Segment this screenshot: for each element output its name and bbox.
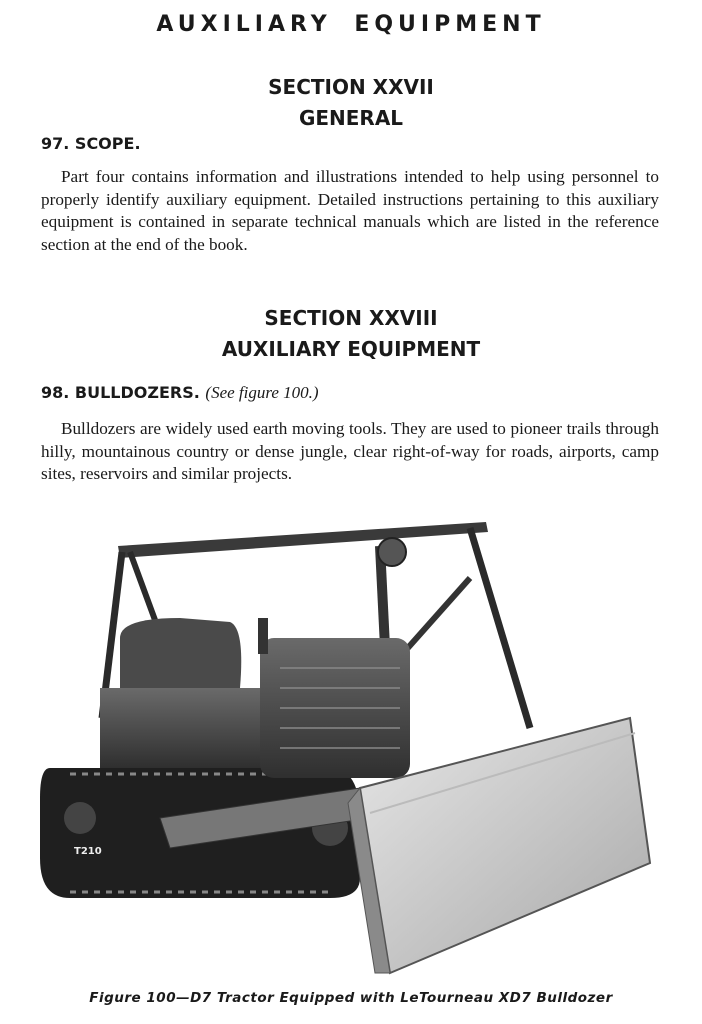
para-98-heading [41, 383, 319, 403]
para-98-title: 98. BULLDOZERS. [41, 383, 200, 402]
running-head: AUXILIARY EQUIPMENT [156, 12, 546, 37]
para-98-text: Bulldozers are widely used earth moving tools. They are used to pioneer trails through hilly, mountainous country or dense jungle, clear right-of-way for roads, airports, camp sites, reservoirs and similar projects. [41, 419, 659, 484]
para-97-text: Part four contains information and illustrations intended to help using personnel to properly identify auxiliary equipment. Detailed instructions pertaining to this auxiliary equipment is contained in separate technical manuals which are listed in the reference section at the end of the book. [41, 167, 659, 254]
negative-number: T210 [74, 846, 102, 857]
figure-reference: (See figure 100.) [205, 383, 319, 402]
section-27-heading [0, 72, 702, 134]
section-27-title: GENERAL [298, 106, 404, 130]
bulldozer-photo [30, 518, 670, 988]
section-28-heading [0, 303, 702, 365]
para-97-heading: 97. SCOPE. [41, 134, 141, 153]
section-28-number: SECTION XXVIII [264, 306, 438, 330]
figure-caption: Figure 100—D7 Tractor Equipped with LeTourneau XD7 Bulldozer [89, 990, 613, 1006]
section-28-title: AUXILIARY EQUIPMENT [221, 337, 481, 361]
section-27-number: SECTION XXVII [268, 75, 434, 99]
